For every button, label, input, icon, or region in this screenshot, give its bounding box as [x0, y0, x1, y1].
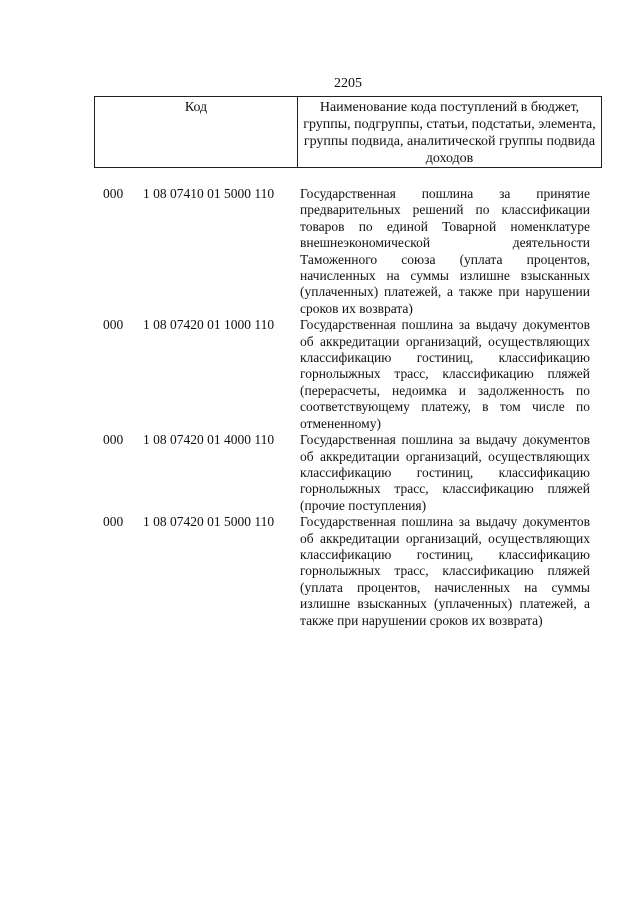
- table-row: [0, 186, 640, 317]
- header-name-label: Наименование кода поступлений в бюджет, группы, подгруппы, статьи, подстатьи, элемента, группы подвида, аналитической группы подвида доходов: [303, 100, 596, 166]
- row-income-name: Государственная пошлина за принятие предварительных решений по классификации товаров по единой Товарной номенклатуре внешнеэкономической деятельности Таможенного союза (уплата процентов, начисленных на суммы излишне взысканных (уплаченных) платежей, а также при нарушении сроков их возврата): [300, 186, 590, 316]
- table-row: [0, 514, 640, 629]
- row-income-code: 1 08 07410 01 5000 110: [143, 186, 275, 201]
- header-code-label: Код: [95, 97, 298, 167]
- row-income-code: 1 08 07420 01 5000 110: [143, 514, 275, 530]
- row-income-code: 1 08 07420 01 1000 110: [143, 317, 275, 333]
- table-row: [0, 432, 640, 514]
- row-admin-code: 000: [103, 432, 124, 448]
- row-income-name: Государственная пошлина за выдачу документов об аккредитации организаций, осуществляющих классификацию гостиниц, классификацию горнолыжных трасс, классификацию пляжей (прочие поступления): [300, 432, 590, 513]
- table-row: [0, 317, 640, 432]
- page-number: 2205: [334, 76, 362, 91]
- row-income-name: Государственная пошлина за выдачу документов об аккредитации организаций, осуществляющих классификацию гостиниц, классификацию горнолыжных трасс, классификацию пляжей (уплата процентов, начисленных на суммы излишне взысканных (уплаченных) платежей, а также при нарушении сроков их возврата): [300, 514, 590, 628]
- table-header: [94, 96, 602, 168]
- table-body: [0, 186, 640, 629]
- row-income-code: 1 08 07420 01 4000 110: [143, 432, 275, 448]
- row-income-name: Государственная пошлина за выдачу документов об аккредитации организаций, осуществляющих классификацию гостиниц, классификацию горнолыжных трасс, классификацию пляжей (перерасчеты, недоимка и задолженность по соответствующему платежу, в том числе по отмененному): [300, 317, 590, 431]
- row-admin-code: 000: [103, 317, 124, 333]
- row-admin-code: 000: [103, 514, 124, 530]
- row-admin-code: 000: [103, 186, 124, 201]
